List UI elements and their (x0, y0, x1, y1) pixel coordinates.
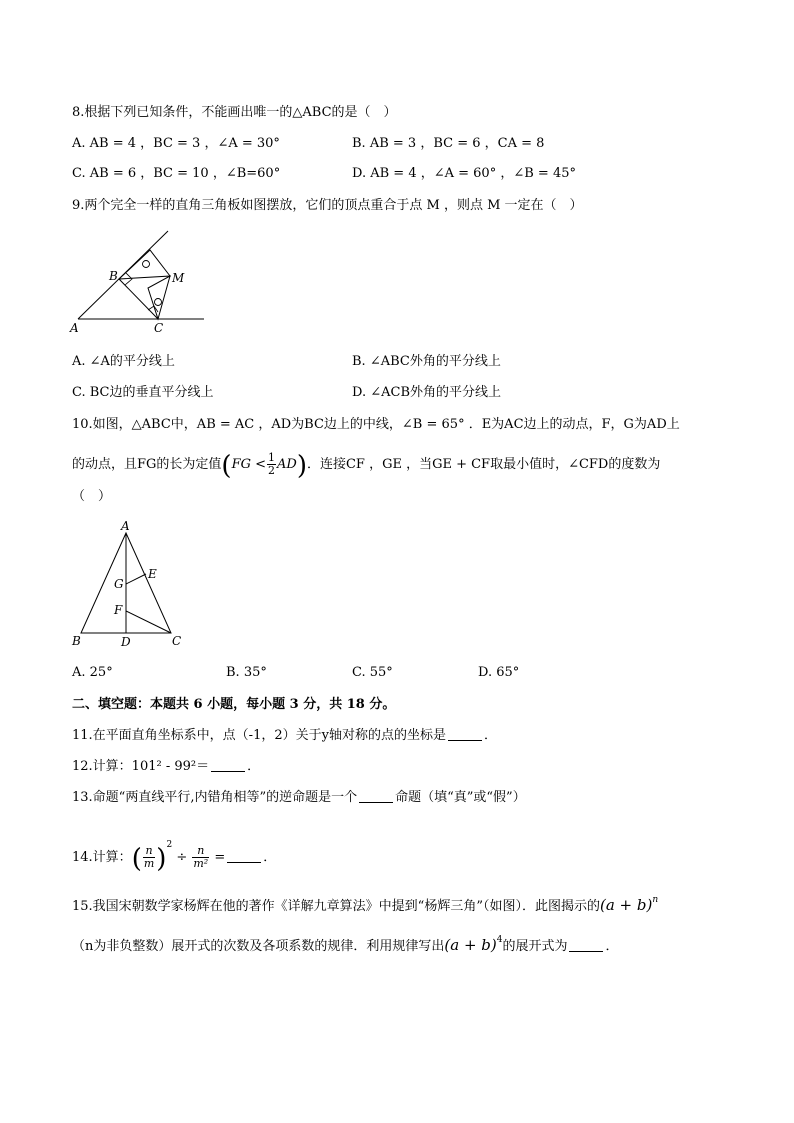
q11 (72, 727, 497, 745)
q9-label-a: A (70, 321, 79, 335)
q15-line1-expr: (a + b) (599, 896, 653, 914)
q12-text: 12.计算：101² - 99²＝ (72, 759, 210, 774)
q9-option-a: A. ∠A的平分线上 (72, 354, 175, 369)
q8-option-c: C. AB = 6 ，BC = 10 ，∠B=60° (72, 166, 281, 181)
q10-stem-line1: 10.如图，△ABC中，AB = AC ，AD为BC边上的中线，∠B = 65° ．E为AC边上的动点，F，G为AD上 (72, 417, 680, 432)
q9-option-b: B. ∠ABC外角的平分线上 (352, 354, 501, 369)
q14-exponent: 2 (166, 840, 173, 850)
q15-line1-text: 15.我国宋朝数学家杨辉在他的著作《详解九章算法》中提到“杨辉三角”（如图）．此图揭示的 (72, 899, 600, 914)
q14-answer-blank[interactable] (227, 850, 261, 863)
q12 (72, 758, 260, 776)
q14-fraction-2-num: n (192, 845, 209, 858)
q11-text: 11.在平面直角坐标系中，点（-1，2）关于y轴对称的点的坐标是 (72, 728, 446, 743)
q10-label-g: G (114, 577, 124, 591)
q10-fraction-num: 1 (268, 451, 275, 464)
q9-option-d: D. ∠ACB外角的平分线上 (352, 385, 502, 400)
q15-answer-blank[interactable] (569, 939, 603, 952)
q10-stem-line2-a: 的动点，且FG的长为定值 (72, 457, 222, 472)
q9-right-angle-lower (148, 306, 158, 312)
q13 (72, 789, 526, 807)
q9-label-b: B (109, 269, 118, 283)
q10-stem-line3: （ ） (72, 489, 112, 504)
q10-option-b: B. 35° (226, 665, 267, 680)
q9-figure (68, 228, 208, 338)
q9-label-m: M (172, 271, 185, 285)
q14-paren-left: ( (131, 844, 142, 874)
q14 (72, 830, 276, 874)
q10-label-e: E (148, 567, 157, 581)
q10-label-c: C (172, 634, 182, 648)
q10-label-d: D (121, 635, 131, 649)
q9-label-c: C (154, 321, 164, 335)
q10-label-b: B (72, 634, 81, 648)
q15-line2-text-b: 的展开式为 (502, 939, 568, 954)
q11-end: ． (483, 728, 497, 743)
q9-hole-upper (143, 261, 150, 268)
q10-segment-fc (126, 611, 171, 633)
q8-stem: 8.根据下列已知条件，不能画出唯一的△ABC的是（ ） (72, 105, 397, 120)
q13-end: 命题（填“真”或“假”） (395, 790, 526, 805)
q10-stem-line2 (72, 451, 661, 481)
q10-option-c: C. 55° (352, 665, 393, 680)
q13-text: 13.命题“两直线平行,内错角相等”的逆命题是一个 (72, 790, 358, 805)
q9-segment-bc (119, 279, 158, 319)
q14-divide: ÷ (176, 850, 188, 865)
q15-line2-text: （n为非负整数）展开式的次数及各项系数的规律．利用规律写出 (72, 939, 445, 954)
q15-line2-exp: 4 (496, 935, 503, 945)
q10-fraction-den: 2 (268, 464, 275, 477)
q14-fraction-1 (143, 845, 155, 870)
q9-hole-lower (155, 299, 162, 306)
q10-fraction (267, 452, 276, 477)
q15-line2-expr: (a + b) (444, 936, 497, 954)
q10-label-f: F (114, 603, 123, 617)
q8-option-b: B. AB = 3 ，BC = 6 ，CA = 8 (352, 136, 545, 151)
q10-figure (68, 518, 193, 650)
q10-paren-right: ) (296, 451, 307, 481)
q14-paren-right: ) (156, 844, 167, 874)
q14-end: ． (263, 850, 277, 865)
q10-label-a: A (121, 519, 130, 533)
q13-answer-blank[interactable] (359, 790, 393, 803)
q15-line1-exp: n (652, 895, 659, 905)
q8-option-d: D. AB = 4 ，∠A = 60° ，∠B = 45° (352, 166, 576, 181)
q11-answer-blank[interactable] (448, 728, 482, 741)
q10-option-d: D. 65° (478, 665, 520, 680)
q12-answer-blank[interactable] (211, 759, 245, 772)
q14-pre: 14.计算： (72, 850, 132, 865)
q9-stem: 9.两个完全一样的直角三角板如图摆放，它们的顶点重合于点 M ，则点 M 一定在（ ） (72, 198, 583, 213)
q14-fraction-2 (192, 845, 209, 870)
q9-option-c: C. BC边的垂直平分线上 (72, 385, 214, 400)
q15-line1 (72, 888, 658, 919)
q15-end: ． (605, 939, 619, 954)
section-fill-in-title: 二、填空题：本题共 6 小题，每小题 3 分，共 18 分。 (72, 697, 396, 712)
q14-fraction-2-den: m² (193, 857, 209, 870)
q8-option-a: A. AB = 4 ，BC = 3 ，∠A = 30° (72, 136, 280, 151)
q10-paren-left: ( (221, 451, 232, 481)
q10-stem-line2-b: ．连接CF ，GE ，当GE + CF取最小值时，∠CFD的度数为 (306, 457, 661, 472)
q15-line2 (72, 928, 619, 959)
q10-segment-ge (126, 574, 146, 584)
q14-fraction-1-den: m (143, 857, 155, 870)
q12-end: ． (247, 759, 261, 774)
q10-cond-post: AD (277, 457, 297, 472)
q10-option-a: A. 25° (72, 665, 113, 680)
q14-equals: = (214, 850, 226, 865)
q14-fraction-1-num: n (143, 845, 155, 858)
q10-cond-pre: FG < (231, 457, 266, 472)
